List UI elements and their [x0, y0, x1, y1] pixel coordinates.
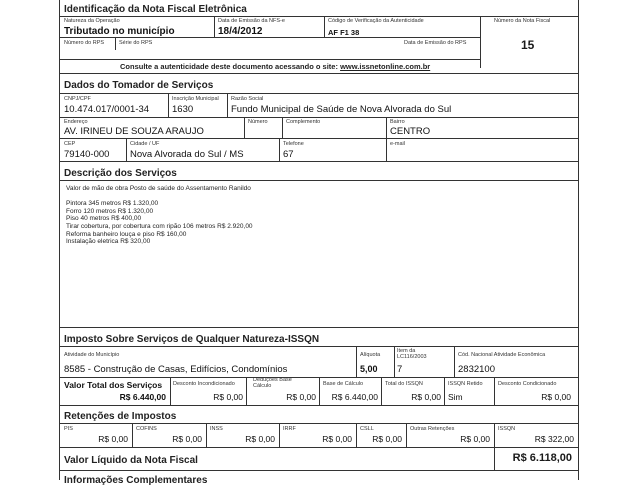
liquido-title: Valor Líquido da Nota Fiscal	[64, 455, 198, 466]
total-issqn-value: R$ 0,00	[411, 392, 441, 402]
cnpj-label: CNPJ/CPF	[64, 96, 91, 102]
desc-cond-value: R$ 0,00	[541, 392, 571, 402]
servico-line: Forro 120 metros R$ 1.320,00	[66, 207, 154, 215]
servico-line	[66, 193, 253, 201]
retencao-value: R$ 0,00	[172, 434, 202, 444]
atividade-value: 8585 - Construção de Casas, Edifícios, Condomínios	[64, 364, 288, 375]
numero-nota-value: 15	[521, 38, 535, 52]
numero-rps-label: Número do RPS	[64, 40, 105, 46]
informacoes-title: Informações Complementares	[64, 475, 208, 486]
bairro-label: Bairro	[390, 119, 405, 125]
telefone-label: Telefone	[283, 141, 304, 147]
retencoes-row	[60, 423, 578, 447]
valor-total-value: R$ 6.440,00	[119, 392, 166, 402]
codigo-verificacao-value: AF F1 38	[328, 28, 360, 37]
serie-rps-label: Série do RPS	[119, 40, 153, 46]
valor-total-label: Valor Total dos Serviços	[64, 380, 163, 390]
issqn-retido-label: ISSQN Retido	[448, 381, 483, 387]
issqn-retido-value: Sim	[448, 392, 463, 402]
consulta-site-link[interactable]: www.issnetonline.com.br	[340, 62, 431, 71]
desc-incond-label: Desconto Incondicionado	[173, 381, 235, 387]
deducoes-label: Deduções Base Cálculo	[253, 377, 292, 389]
servicos-description	[66, 185, 253, 246]
natureza-label: Natureza da Operação	[64, 18, 120, 24]
servico-line: Piso 40 metros R$ 400,00	[66, 215, 142, 223]
retencao-value: R$ 0,00	[245, 434, 275, 444]
retencao-value: R$ 0,00	[372, 434, 402, 444]
aliquota-value: 5,00	[360, 364, 378, 374]
retencao-label: CSLL	[360, 426, 374, 432]
atividade-label: Atividade do Município	[64, 352, 120, 358]
servicos-title: Descrição dos Serviços	[64, 168, 177, 179]
inscricao-label: Inscrição Municipal	[172, 96, 219, 102]
retencao-label: INSS	[210, 426, 223, 432]
complemento-label: Complemento	[286, 119, 321, 125]
data-emissao-rps-label: Data de Emissão do RPS	[404, 40, 467, 46]
codigo-verificacao-label: Código de Verificação da Autenticidade	[328, 18, 424, 24]
item-value: 7	[397, 364, 403, 375]
cidade-value: Nova Alvorada do Sul / MS	[130, 149, 244, 160]
retencao-value: R$ 0,00	[98, 434, 128, 444]
cod-nacional-value: 2832100	[458, 364, 495, 375]
aliquota-label: Alíquota	[360, 352, 381, 358]
bairro-value: CENTRO	[390, 126, 431, 137]
base-calculo-value: R$ 6.440,00	[331, 392, 378, 402]
numero-label: Número	[248, 119, 268, 125]
base-calculo-label: Base de Cálculo	[323, 381, 364, 387]
cep-label: CEP	[64, 141, 76, 147]
cod-nacional-label: Cód. Nacional Atividade Econômica	[458, 352, 546, 358]
total-issqn-label: Total do ISSQN	[385, 381, 423, 387]
identificacao-title: Identificação da Nota Fiscal Eletrônica	[64, 4, 247, 15]
servico-line: Reforma banheiro louça e piso R$ 160,00	[66, 230, 187, 238]
nfse-document	[59, 0, 579, 486]
data-emissao-nfse-label: Data de Emissão da NFS-e	[218, 18, 285, 24]
endereco-label: Endereço	[64, 119, 88, 125]
issqn-title: Imposto Sobre Serviços de Qualquer Natureza-ISSQN	[64, 334, 320, 345]
razao-label: Razão Social	[231, 96, 264, 102]
desc-cond-label: Desconto Condicionado	[498, 381, 557, 387]
cnpj-value: 10.474.017/0001-34	[64, 104, 150, 115]
retencao-label: COFINS	[136, 426, 157, 432]
data-emissao-nfse-value: 18/4/2012	[218, 26, 263, 37]
retencao-value: R$ 322,00	[534, 434, 574, 444]
tomador-title: Dados do Tomador de Serviços	[64, 80, 214, 91]
telefone-value: 67	[283, 149, 294, 160]
razao-value: Fundo Municipal de Saúde de Nova Alvorada do Sul	[231, 104, 452, 115]
retencao-label: Outras Retenções	[410, 426, 455, 432]
liquido-value: R$ 6.118,00	[512, 452, 572, 464]
consulta-text: Consulte a autenticidade deste documento acessando o site: www.issnetonline.com.br	[120, 62, 431, 71]
cep-value: 79140-000	[64, 149, 110, 160]
servico-line: Instalação eletrica R$ 320,00	[66, 238, 151, 246]
cidade-label: Cidade / UF	[130, 141, 160, 147]
retencao-value: R$ 0,00	[322, 434, 352, 444]
retencao-label: IRRF	[283, 426, 296, 432]
servico-line: Tirar cobertura, por cobertura com ripão 106 metros R$ 2.920,00	[66, 222, 253, 230]
retencoes-title: Retenções de Impostos	[64, 411, 177, 422]
deducoes-value: R$ 0,00	[286, 392, 316, 402]
servico-line: Valor de mão de obra Posto de saúde do Assentamento Ranildo	[66, 185, 251, 192]
natureza-value: Tributado no município	[64, 26, 175, 37]
servico-line: Pintora 345 metros R$ 1.320,00	[66, 200, 159, 208]
item-label: Item da LC116/2003	[397, 348, 427, 360]
desc-incond-value: R$ 0,00	[213, 392, 243, 402]
endereco-value: AV. IRINEU DE SOUZA ARAUJO	[64, 126, 204, 137]
retencao-label: PIS	[64, 426, 73, 432]
numero-nota-label: Número da Nota Fiscal	[494, 18, 551, 24]
email-label: e-mail	[390, 141, 405, 147]
retencao-label: ISSQN	[498, 426, 516, 432]
inscricao-value: 1630	[172, 104, 194, 115]
retencao-value: R$ 0,00	[460, 434, 490, 444]
